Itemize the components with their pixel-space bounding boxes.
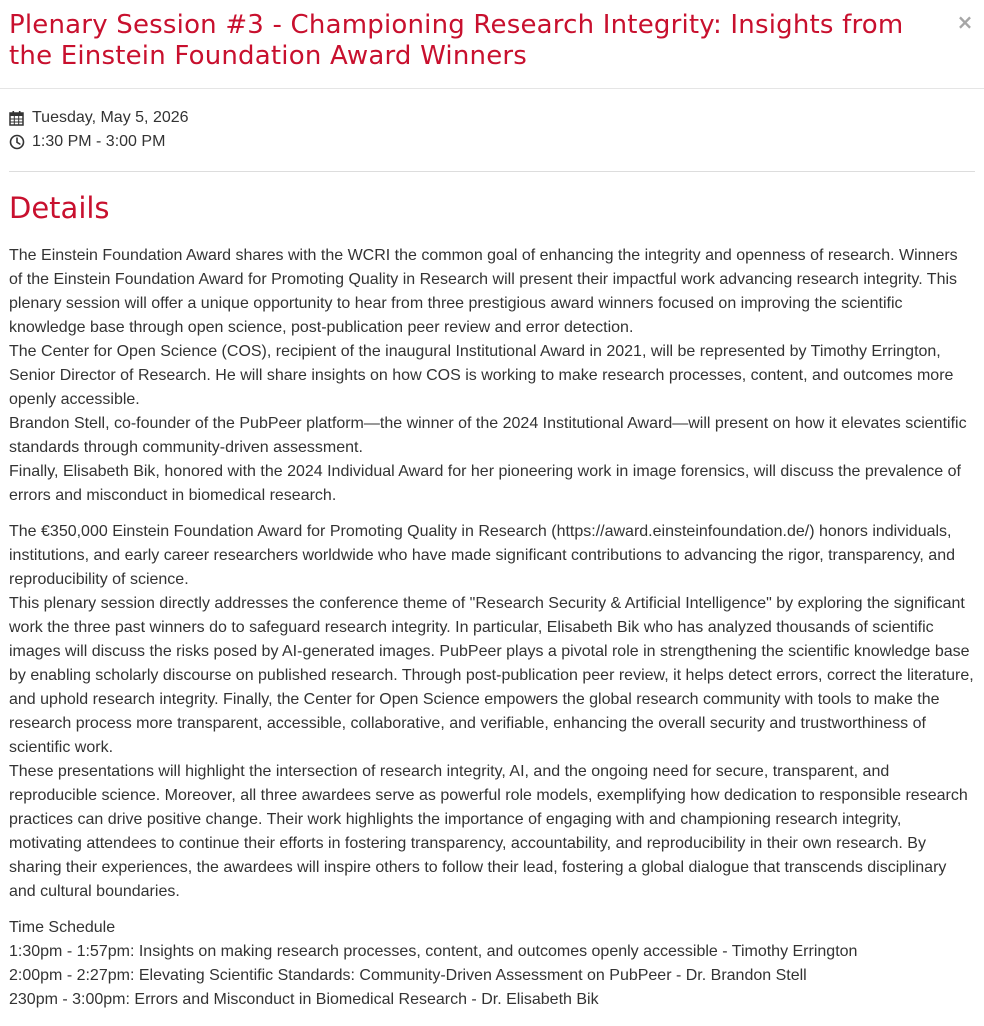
modal-title: Plenary Session #3 - Championing Research Integrity: Insights from the Einstein Foundation Award Winners xyxy=(9,10,904,71)
details-paragraph: These presentations will highlight the intersection of research integrity, AI, and the ongoing need for secure, transparent, and reproducible science. Moreover, all three awardees serve as powerful role models, exemplifying how dedication to responsible research practices can drive positive change. Their work highlights the importance of engaging with and championing research integrity, motivating attendees to continue their efforts in fostering transparency, accountability, and reproducibility in their own research. By sharing their experiences, the awardees will inspire others to follow their lead, fostering a global dialogue that transcends disciplinary and cultural boundaries. xyxy=(9,763,968,900)
session-date: Tuesday, May 5, 2026 xyxy=(32,109,189,126)
paragraph-gap xyxy=(9,904,975,916)
session-meta xyxy=(9,89,975,154)
details-paragraph: Finally, Elisabeth Bik, honored with the 2024 Individual Award for her pioneering work in image forensics, will discuss the prevalence of errors and misconduct in biomedical research. xyxy=(9,463,961,504)
schedule-item: 1:30pm - 1:57pm: Insights on making research processes, content, and outcomes openly accessible - Timothy Errington xyxy=(9,943,858,960)
schedule-title: Time Schedule xyxy=(9,919,116,936)
modal-body xyxy=(0,89,984,1012)
calendar-icon xyxy=(9,110,25,126)
session-date-row xyxy=(9,106,975,130)
clock-icon xyxy=(9,134,25,150)
details-paragraph: The €350,000 Einstein Foundation Award for Promoting Quality in Research (https://award.einsteinfoundation.de/) honors individuals, institutions, and early career researchers worldwide who have made significant contributions to advancing the rigor, transparency, and reproducibility of science. xyxy=(9,523,955,588)
details-body xyxy=(9,244,975,1012)
details-paragraph: The Center for Open Science (COS), recipient of the inaugural Institutional Award in 2021, will be represented by Timothy Errington, Senior Director of Research. He will share insights on how COS is working to make research processes, content, and outcomes more openly accessible. xyxy=(9,343,954,408)
close-button[interactable]: × xyxy=(956,10,974,34)
session-time: 1:30 PM - 3:00 PM xyxy=(32,133,166,150)
details-paragraph: Brandon Stell, co-founder of the PubPeer platform—the winner of the 2024 Institutional Award—will present on how it elevates scientific standards through community-driven assessment. xyxy=(9,415,967,456)
details-paragraph: The Einstein Foundation Award shares with the WCRI the common goal of enhancing the integrity and openness of research. Winners of the Einstein Foundation Award for Promoting Quality in Research will present their impactful work advancing research integrity. This plenary session will offer a unique opportunity to hear from three prestigious award winners focused on improving the scientific knowledge base through open science, post-publication peer review and error detection. xyxy=(9,247,958,336)
modal-header xyxy=(0,0,984,89)
schedule-item: 2:00pm - 2:27pm: Elevating Scientific Standards: Community-Driven Assessment on PubPeer - Dr. Brandon Stell xyxy=(9,967,807,984)
schedule-item: 230pm - 3:00pm: Errors and Misconduct in Biomedical Research - Dr. Elisabeth Bik xyxy=(9,991,599,1008)
session-time-row xyxy=(9,130,975,154)
paragraph-gap xyxy=(9,508,975,520)
details-paragraph: This plenary session directly addresses the conference theme of "Research Security & Artificial Intelligence" by exploring the significant work the three past winners do to safeguard research integrity. In particular, Elisabeth Bik who has analyzed thousands of scientific images will discuss the risks posed by AI-generated images. PubPeer plays a pivotal role in strengthening the scientific knowledge base by enabling scholarly discourse on published research. Through post-publication peer review, it helps detect errors, correct the literature, and uphold research integrity. Finally, the Center for Open Science empowers the global research community with tools to make the research process more transparent, accessible, collaborative, and verifiable, enhancing the overall security and trustworthiness of scientific work. xyxy=(9,595,974,756)
details-heading: Details xyxy=(9,191,110,225)
